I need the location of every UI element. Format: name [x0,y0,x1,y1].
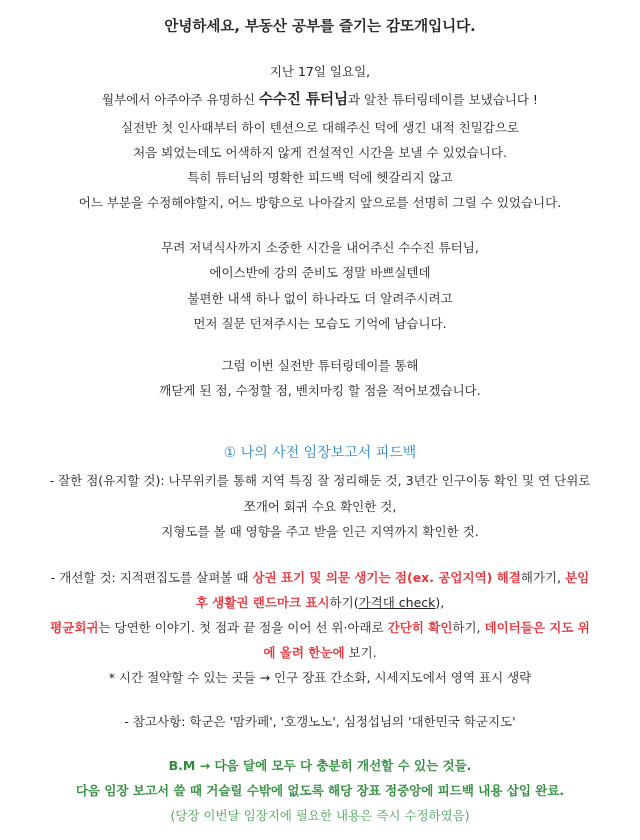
para1-line2-post: 과 알찬 튜터링데이를 보냈습니다 ! [347,92,538,107]
bm-line3: (당장 이번달 임장지에 필요한 내용은 즉시 수정하였음) [170,808,470,823]
fix2-highlight: 후 생활권 랜드마크 표시 [195,595,330,610]
para3-line2: 깨닫게 된 점, 수정할 점, 벤치마킹 할 점을 적어보겠습니다. [159,383,481,398]
section1-heading: ① 나의 사전 임장보고서 피드백 [223,445,417,461]
fix3-mid2: 하기, [452,620,485,635]
fix1-highlight2: 분임 [565,570,590,585]
fix4-post: 보기. [344,645,377,660]
fix-line1 [0,570,640,586]
fix-line4 [0,645,640,661]
fix3-highlight3: 데이터들은 지도 위 [484,620,590,635]
bm-line1: B.M → 다음 달에 모두 다 충분히 개선할 수 있는 것들. [168,758,472,773]
para1-line5: 특히 튜터님의 명확한 피드백 덕에 헷갈리지 않고 [187,170,453,185]
para1-line2-pre: 월부에서 아주아주 유명하신 [102,92,259,107]
good-line2: 쪼개어 회귀 수요 확인한 것, [243,499,397,514]
fix2-post: ), [435,595,445,610]
good-line3: 지형도를 볼 때 영향을 주고 받을 인근 지역까지 확인한 것. [161,524,479,539]
fix-line2 [0,595,640,611]
fix2-mid: 하기( [329,595,359,610]
para1-line3: 실전반 첫 인사때부터 하이 텐션으로 대해주신 덕에 생긴 내적 친밀감으로 [120,120,519,135]
para1-line4: 처음 뵈었는데도 어색하지 않게 건설적인 시간을 보낼 수 있었습니다. [133,145,507,160]
reference-note: - 참고사항: 학군은 '맘카페', '호갱노노', 심정섭님의 '대한민국 학군지도' [124,714,516,729]
fix1-highlight: 상권 표기 및 의문 생기는 점(ex. 공업지역) 해결 [252,570,521,585]
bm-line2: 다음 임장 보고서 쓸 때 거슬릴 수밖에 없도록 해당 장표 정중앙에 피드백 내용 삽입 완료. [75,783,565,798]
time-saving-tip: * 시간 절약할 수 있는 곳들 → 인구 장표 간소화, 시세지도에서 영역 표시 생략 [108,670,532,685]
fix4-highlight: 에 올려 한눈에 [263,645,345,660]
para2-line4: 먼저 질문 던져주시는 모습도 기억에 남습니다. [193,316,447,331]
fix3-highlight2: 간단히 확인 [387,620,453,635]
fix3-highlight: 평균회귀 [50,620,99,635]
para1-line1: 지난 17일 일요일, [269,64,371,79]
tutor-name: 수수진 튜터님 [258,92,348,108]
fix3-mid: 는 당연한 이야기. 첫 점과 끝 점을 이어 선 위·아래로 [98,620,388,635]
para2-line3: 불편한 내색 하나 없이 하나라도 더 알려주시려고 [187,291,453,306]
fix1-mid: 해가기, [520,570,566,585]
para2-line1: 무려 저녁식사까지 소중한 시간을 내어주신 수수진 튜터님, [161,240,479,255]
fix-line3 [0,620,640,636]
fix2-underline: 가격대 check [358,595,436,610]
fix1-pre: - 개선할 것: 지적편집도를 살펴볼 때 [50,570,253,585]
good-line1: - 잘한 점(유지할 것): 나무위키를 통해 지역 특징 잘 정리해둔 것, 3년간 인구이동 확인 및 연 단위로 [49,473,591,488]
para2-line2: 에이스반에 강의 준비도 정말 바쁘실텐데 [209,265,431,280]
para3-line1: 그럼 이번 실전반 튜터링데이를 통해 [221,358,419,373]
para1-line6: 어느 부분을 수정해야할지, 어느 방향으로 나아갈지 앞으로를 선명히 그릴 수 있었습니다. [78,195,562,210]
para1-line2 [0,92,640,108]
greeting: 안녕하세요, 부동산 공부를 즐기는 감또개입니다. [164,19,476,35]
